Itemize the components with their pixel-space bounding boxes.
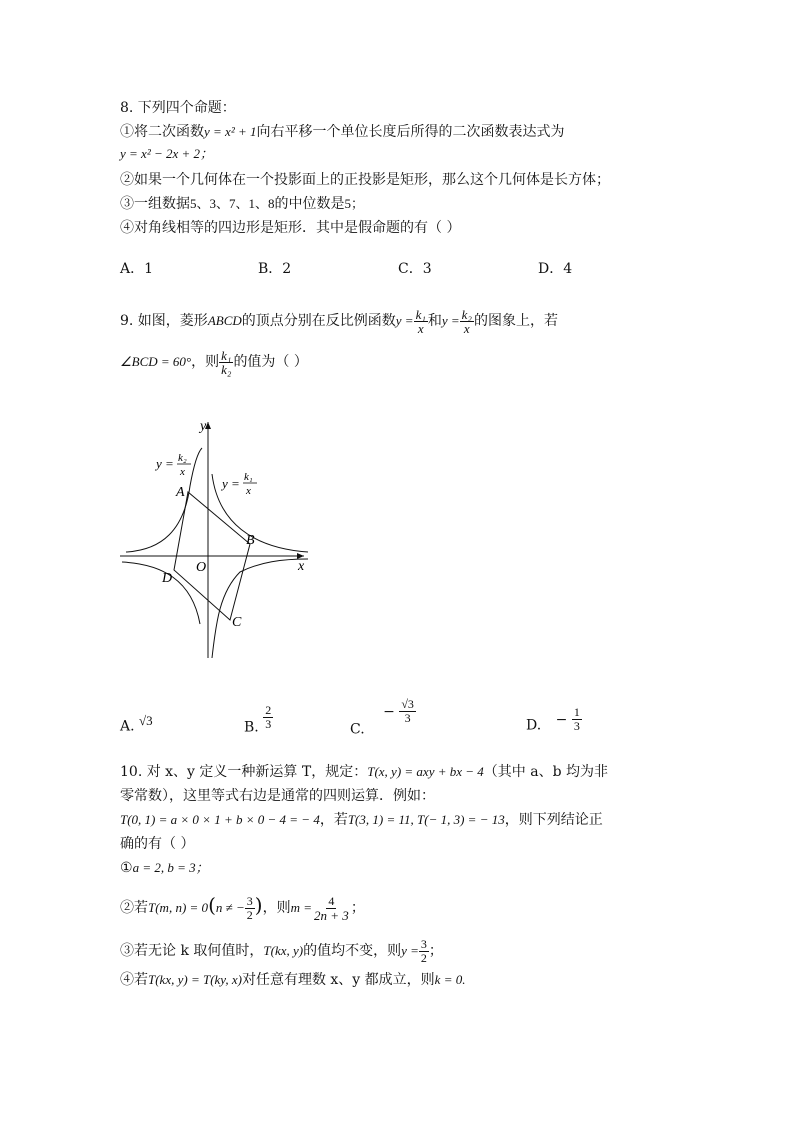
q9-figure [112, 412, 322, 664]
q9-option-b-den: 3 [265, 717, 272, 731]
q10-c3-den: 2 [420, 950, 427, 965]
q10-c4-value: k = 0. [434, 972, 466, 987]
label-k1-den: x [246, 485, 251, 497]
q9-f1: y = [395, 313, 414, 328]
x-axis-label: x [298, 559, 305, 574]
q10-c2-paren-open: ( [208, 893, 216, 917]
q10-c3-text2: 的值均不变，则 [303, 943, 402, 959]
q10-line3 [120, 810, 603, 830]
q10-c1-mark: ① [120, 860, 133, 876]
q9-stem-text4: ，则 [191, 354, 220, 370]
label-k2-num: k₂ [178, 452, 187, 464]
q10-line3-text: ，若 [319, 812, 348, 828]
q9-f2: y = [441, 313, 460, 328]
q10-c2-cond-num: 3 [246, 893, 253, 908]
q9-stem-2 [120, 346, 308, 378]
q8-prop1-result-func: y = x² − 2x + 2； [120, 146, 214, 161]
q10-conclusion-1 [120, 858, 209, 878]
q9-option-b-num: 2 [265, 703, 272, 717]
q10-c3-end: ； [428, 943, 443, 959]
q10-line1 [120, 762, 608, 782]
q8-option-a: A．1 [120, 261, 154, 277]
q10-c2-m-frac [312, 895, 351, 922]
q10-line1-text: 10. 对 x、y 定义一种新运算 T，规定： [120, 764, 368, 780]
q9-option-b-prefix: B. [244, 719, 259, 736]
q9-angle: ∠BCD = 60° [120, 354, 192, 369]
q10-c2-m: m = [290, 900, 313, 915]
q8-prop1-func: y = x² + 1 [204, 124, 257, 139]
q8-option-d: D．4 [538, 261, 573, 277]
q9-option-d-frac [572, 706, 582, 733]
q10-c2-cond-frac [245, 895, 255, 922]
q8-prop3-text: ③一组数据 [120, 196, 190, 212]
q9-f2-num: k₂ [461, 306, 472, 322]
q10-c2-m-num: 4 [328, 893, 335, 908]
q9-f1-frac [414, 308, 428, 335]
q8-prop1 [120, 122, 564, 142]
q10-c3-text: ③若无论 k 取何值时， [120, 943, 264, 959]
q9-option-a-prefix: A. [120, 718, 135, 735]
q9-f2-frac [460, 308, 474, 335]
label-k1-num: k₁ [244, 471, 253, 483]
q10-c4-expr: T(kx, y) = T(ky, x) [148, 972, 242, 987]
q9-stem [120, 306, 558, 336]
q9-f2-den: x [463, 320, 470, 336]
q9-option-b [244, 704, 273, 741]
q8-prop4: ④对角线相等的四边形是矩形．其中是假命题的有（ ） [120, 220, 461, 236]
q10-c4-text2: 对任意有理数 x、y 都成立，则 [241, 972, 435, 988]
q8-prop2: ②如果一个几何体在一个投影面上的正投影是矩形，那么这个几何体是长方体； [120, 172, 610, 188]
q9-option-c-sign: − [383, 703, 395, 720]
q10-c2-m-den: 2n + 3 [314, 907, 349, 923]
q9-ratio [219, 349, 233, 376]
point-d-label: D [162, 571, 173, 586]
q10-c2-expr: T(m, n) = 0 [148, 900, 209, 915]
q8-stem: 8. 下列四个命题： [120, 100, 236, 116]
q8-option-b: B．2 [258, 261, 292, 277]
q9-option-d-prefix: D. [526, 717, 542, 734]
q10-conditions: T(3, 1) = 11, T(− 1, 3) = − 13 [347, 812, 505, 827]
q9-option-c-frac [399, 698, 416, 725]
point-a-label: A [176, 485, 185, 500]
q9-stem-text3: 的图象上，若 [473, 313, 558, 329]
q9-option-d-sign: − [555, 711, 568, 728]
q10-line3-text2: ，则下列结论正 [504, 812, 603, 828]
q10-c2-cond-den: 2 [246, 907, 253, 922]
q10-line2: 零常数），这里等式右边是通常的四则运算．例如： [120, 788, 435, 804]
q10-c2-cond: n ≠ − [215, 900, 245, 915]
q8-prop1-text2: 向右平移一个单位长度后所得的二次函数表达式为 [256, 124, 565, 140]
q9-option-d [526, 706, 582, 739]
q9-option-d-num: 1 [573, 705, 580, 719]
q10-c3-num: 3 [420, 936, 427, 951]
q10-c1-expr: a = 2, b = 3； [132, 860, 209, 875]
q9-f1-den: x [417, 320, 424, 336]
q10-c3-y: y = [401, 943, 419, 958]
q9-option-b-frac [263, 704, 273, 731]
q9-stem-text2: 的顶点分别在反比例函数 [241, 313, 396, 329]
q10-c2-end: ； [350, 900, 365, 916]
curve-k1-lower-left [122, 562, 200, 624]
q9-stem-text5: 的值为（ ） [233, 354, 308, 370]
q9-ratio-num: k₁ [221, 347, 232, 363]
q10-def: T(x, y) = axy + bx − 4 [367, 764, 484, 779]
q10-c2-paren-close: ) [254, 893, 263, 917]
q8-prop3-value: 5； [344, 196, 365, 211]
q9-and: 和 [427, 313, 442, 329]
q9-option-d-den: 3 [573, 719, 580, 733]
q9-option-c-den: 3 [404, 711, 411, 725]
curve-k2-lower-right [212, 559, 308, 658]
q10-c3-frac [419, 938, 429, 965]
q10-c4-text: ④若 [120, 972, 148, 988]
q10-c2-mark: ②若 [120, 900, 148, 916]
q9-shape: ABCD [207, 313, 242, 328]
q9-option-c [350, 698, 416, 743]
q10-conclusion-4 [120, 970, 465, 990]
q10-c2-text: ，则 [262, 900, 291, 916]
q10-line1-text2: （其中 a、b 均为非 [483, 764, 608, 780]
q8-prop3 [120, 194, 364, 214]
label-k2-den: x [180, 466, 185, 478]
q9-option-c-num: √3 [401, 697, 414, 711]
point-c-label: C [232, 615, 242, 630]
q9-ratio-den: k₂ [221, 361, 232, 377]
q10-c3-expr: T(kx, y) [263, 943, 304, 958]
label-k2-y: y = [156, 456, 174, 471]
q9-option-c-prefix: C. [350, 721, 365, 738]
q8-prop3-text2: 的中位数是 [274, 196, 345, 212]
q9-stem-text: 9. 如图，菱形 [120, 313, 208, 329]
q10-line4: 确的有（ ） [120, 836, 195, 852]
q9-f1-num: k₁ [415, 306, 426, 322]
q8-prop3-data: 5、3、7、1、8 [190, 196, 275, 211]
q10-conclusion-3 [120, 936, 443, 966]
point-b-label: B [246, 533, 255, 548]
label-k1-y: y = [222, 476, 240, 491]
q8-option-c: C．3 [398, 261, 432, 277]
q10-example: T(0, 1) = a × 0 × 1 + b × 0 − 4 = − 4 [120, 812, 320, 827]
y-axis-label: y [200, 419, 207, 434]
q8-prop1-text: ①将二次函数 [120, 124, 204, 140]
q10-conclusion-2 [120, 890, 365, 923]
q8-prop1-result [120, 144, 213, 164]
q9-option-a [120, 708, 153, 740]
origin-label: O [196, 560, 207, 575]
q9-option-a-value: √3 [139, 713, 153, 728]
